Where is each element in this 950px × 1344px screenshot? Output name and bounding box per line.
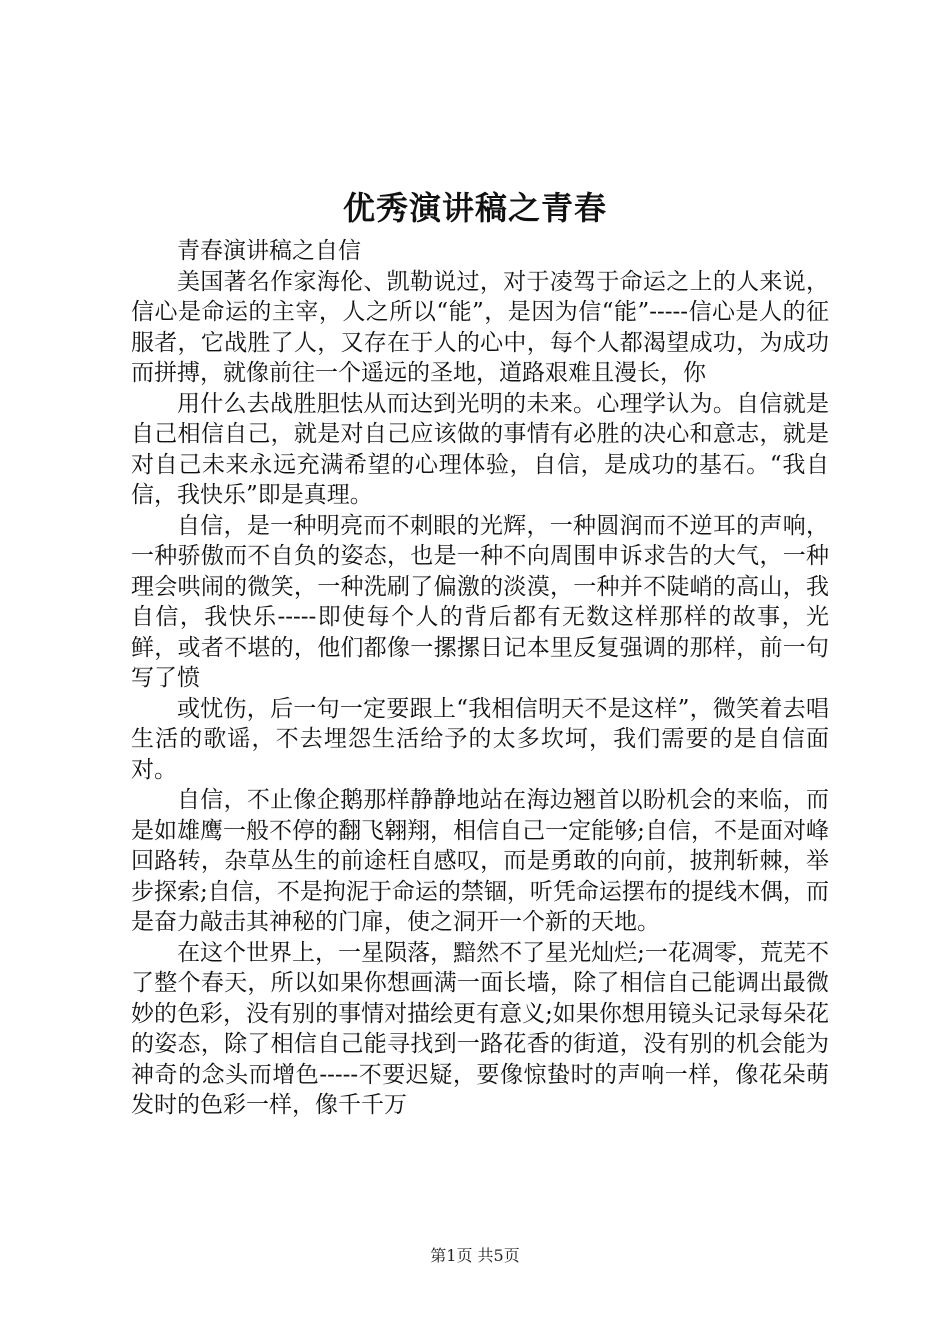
- paragraph: 或忧伤，后一句一定要跟上“我相信明天不是这样”，微笑着去唱生活的歌谣，不去埋怨生活给予的太多坎坷，我们需要的是自信面对。: [131, 695, 829, 783]
- paragraph: 在这个世界上，一星陨落，黯然不了星光灿烂;一花凋零，荒芜不了整个春天，所以如果你想画满一面长墙，除了相信自己能调出最微妙的色彩，没有别的事情对描绘更有意义;如果你想用镜头记录每朵花的姿态，除了相信自己能寻找到一路花香的街道，没有别的机会能为神奇的念头而增色-----不要迟疑，要像惊蛰时的声响一样，像花朵萌发时的色彩一样，像千千万: [131, 939, 829, 1118]
- paragraph: 用什么去战胜胆怯从而达到光明的未来。心理学认为。自信就是自己相信自己，就是对自己应该做的事情有必胜的决心和意志，就是对自己未来永远充满希望的心理体验，自信，是成功的基石。“我自信，我快乐”即是真理。: [131, 390, 829, 508]
- page-footer: 第1页 共5页: [430, 1246, 520, 1265]
- section-subtitle: 青春演讲稿之自信: [177, 238, 361, 264]
- paragraph: 自信，不止像企鹅那样静静地站在海边翘首以盼机会的来临，而是如雄鹰一般不停的翻飞翱翔，相信自己一定能够;自信，不是面对峰回路转，杂草丛生的前途枉自感叹，而是勇敢的向前，披荆斩棘，举步探索;自信，不是拘泥于命运的禁锢，听凭命运摆布的提线木偶，而是奋力敲击其神秘的门扉，使之洞开一个新的天地。: [131, 787, 829, 935]
- document-body: [131, 236, 829, 1121]
- paragraph: 美国著名作家海伦、凯勒说过，对于凌驾于命运之上的人来说，信心是命运的主宰，人之所以“能”，是因为信“能”-----信心是人的征服者，它战胜了人，又存在于人的心中，每个人都渴望成功，为成功而拼搏，就像前往一个遥远的圣地，道路艰难且漫长，你: [131, 268, 829, 386]
- document-title: 优秀演讲稿之青春: [342, 189, 607, 227]
- paragraph: 自信，是一种明亮而不刺眼的光辉，一种圆润而不逆耳的声响，一种骄傲而不自负的姿态，也是一种不向周围申诉求告的大气，一种理会哄闹的微笑，一种洗刷了偏激的淡漠，一种并不陡峭的高山，我自信，我快乐-----即使每个人的背后都有无数这样那样的故事，光鲜，或者不堪的，他们都像一摞摞日记本里反复强调的那样，前一句写了愤: [131, 512, 829, 691]
